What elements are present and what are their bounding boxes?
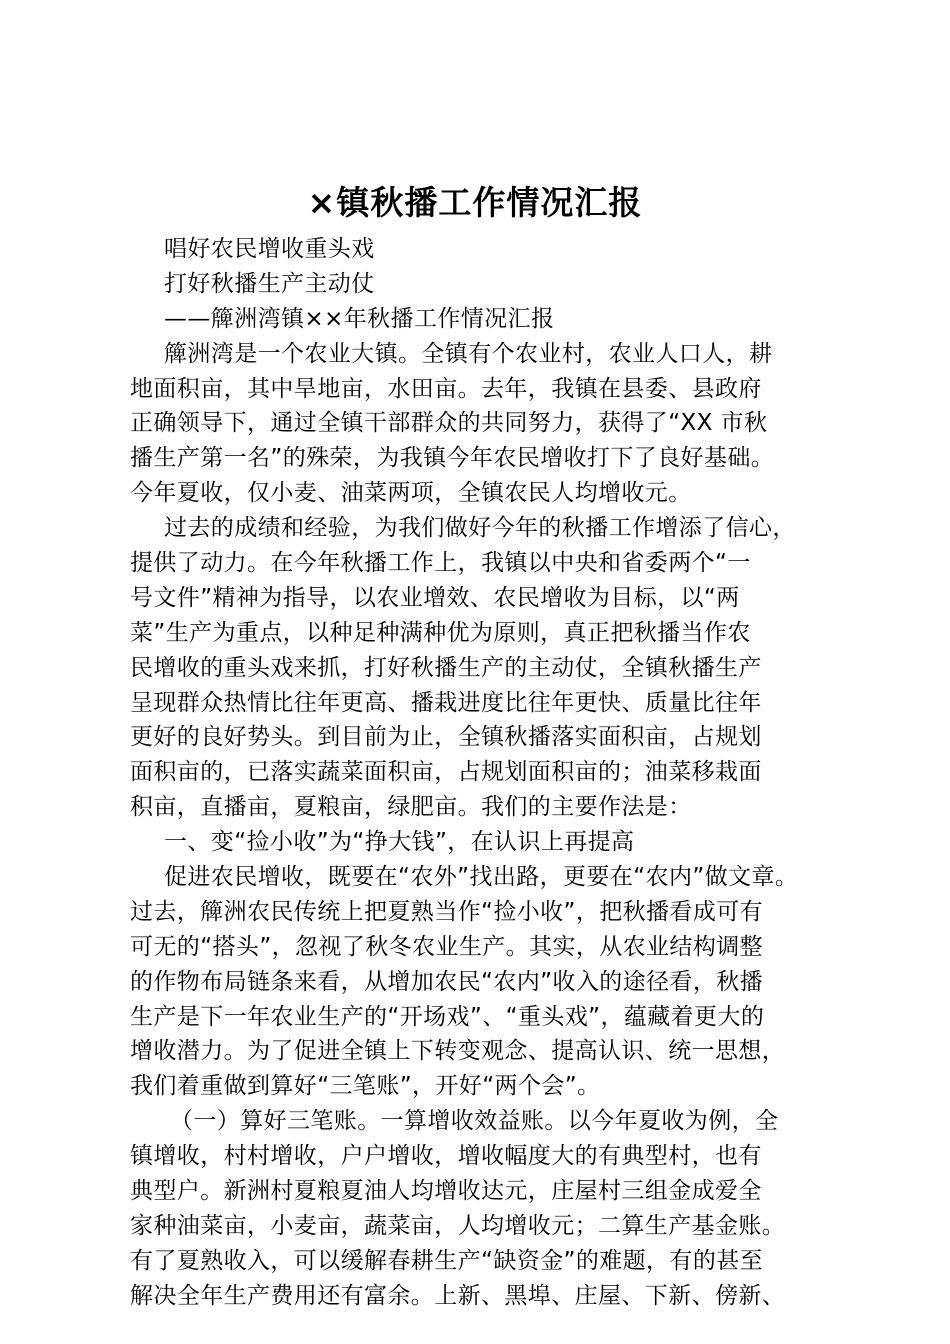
subtitle-line: 打好秋播生产主动仗: [164, 270, 375, 297]
paragraph-line: 民增收的重头戏来抓，打好秋播生产的主动仗，全镇秋播生产: [130, 654, 762, 681]
paragraph-line: 解决全年生产费用还有富余。上新、黑埠、庄屋、下新、傍新、: [130, 1282, 786, 1309]
paragraph-line: 可无的“搭头”，忽视了秋冬农业生产。其实，从农业结构调整: [130, 933, 764, 960]
subtitle-line: ——簰洲湾镇××年秋播工作情况汇报: [164, 305, 555, 332]
paragraph-line: 家种油菜亩，小麦亩，蔬菜亩，人均增收元；二算生产基金账。: [130, 1212, 786, 1239]
paragraph-line: 号文件”精神为指导，以农业增效、农民增收为目标，以“两: [130, 584, 740, 611]
paragraph-line: 簰洲湾是一个农业大镇。全镇有个农业村，农业人口人，耕: [164, 340, 773, 367]
paragraph-line: 增收潜力。为了促进全镇上下转变观念、提高认识、统一思想，: [130, 1038, 786, 1065]
paragraph-line: 过去的成绩和经验，为我们做好今年的秋播工作增添了信心，: [164, 515, 796, 542]
document-body: [130, 232, 850, 1314]
paragraph-line: 地面积亩，其中旱地亩，水田亩。去年，我镇在县委、县政府: [130, 375, 762, 402]
paragraph-line: 面积亩的，已落实蔬菜面积亩，占规划面积亩的；油菜移栽面: [130, 759, 762, 786]
subsection-line: （一）算好三笔账。一算增收效益账。以今年夏收为例，全: [170, 1108, 779, 1135]
document-title: ×镇秋播工作情况汇报: [307, 183, 643, 222]
paragraph-line: 今年夏收，仅小麦、油菜两项，全镇农民人均增收元。: [130, 480, 692, 507]
subtitle-line: 唱好农民增收重头戏: [164, 236, 375, 262]
paragraph-line: 有了夏熟收入，可以缓解春耕生产“缺资金”的难题，有的甚至: [130, 1247, 764, 1274]
paragraph-line: 播生产第一名”的殊荣，为我镇今年农民增收打下了良好基础。: [130, 445, 775, 472]
paragraph-line: 我们着重做到算好“三笔账”，开好“两个会”。: [130, 1073, 601, 1100]
paragraph-line: 生产是下一年农业生产的“开场戏”、“重头戏”，蕴藏着更大的: [130, 1003, 765, 1030]
paragraph-line: 更好的良好势头。到目前为止，全镇秋播落实面积亩，占规划: [130, 724, 762, 751]
paragraph-line: 提供了动力。在今年秋播工作上，我镇以中央和省委两个“一: [130, 550, 751, 577]
paragraph-line: 积亩，直播亩，夏粮亩，绿肥亩。我们的主要作法是：: [130, 794, 692, 821]
paragraph-line: 正确领导下，通过全镇干部群众的共同努力，获得了“XX 市秋: [130, 410, 768, 437]
paragraph-line: 过去，簰洲农民传统上把夏熟当作“捡小收”，把秋播看成可有: [130, 898, 764, 925]
paragraph-line: 典型户。新洲村夏粮夏油人均增收达元，庄屋村三组金成爱全: [130, 1178, 762, 1205]
paragraph-line: 菜”生产为重点，以种足种满种优为原则，真正把秋播当作农: [130, 619, 751, 646]
section-heading: 一、变“捡小收”为“挣大钱”，在认识上再提高: [164, 829, 635, 856]
paragraph-line: 呈现群众热情比往年更高、播栽进度比往年更快、质量比往年: [130, 689, 762, 716]
paragraph-line: 镇增收，村村增收，户户增收，增收幅度大的有典型村，也有: [130, 1143, 762, 1170]
paragraph-line: 促进农民增收，既要在“农外”找出路，更要在“农内”做文章。: [164, 864, 799, 891]
paragraph-line: 的作物布局链条来看，从增加农民“农内”收入的途径看，秋播: [130, 968, 764, 995]
